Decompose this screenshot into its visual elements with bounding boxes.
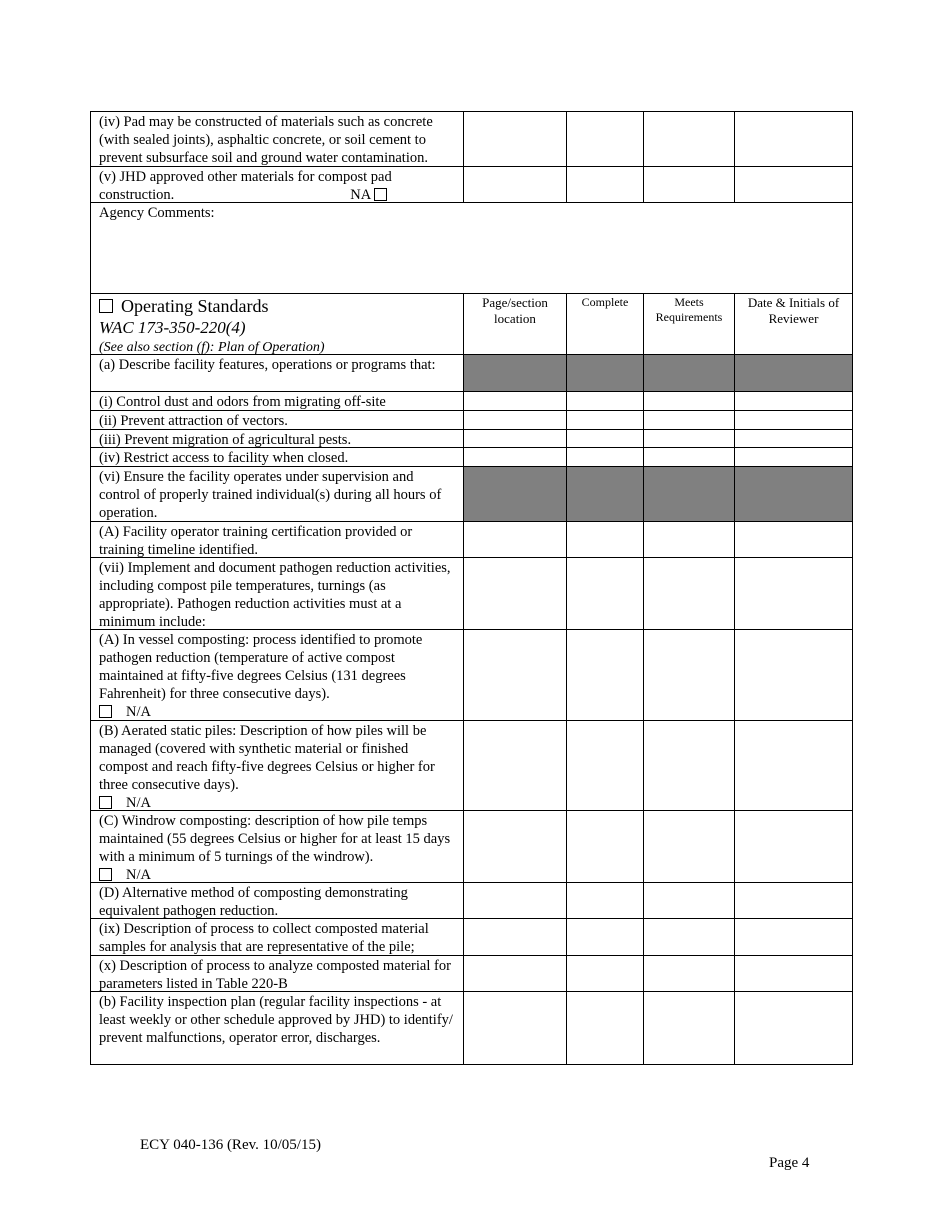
page-number: Page 4 xyxy=(769,1155,810,1171)
table-row xyxy=(90,811,853,883)
meets-requirements-cell[interactable] xyxy=(644,448,735,466)
row-text: (b) Facility inspection plan (regular facility inspections - at least weekly or other schedule approved by JHD) to identify/ prevent malfunctions, operator error, discharges. xyxy=(91,992,464,1064)
na-label: N/A xyxy=(126,795,151,811)
meets-requirements-cell[interactable] xyxy=(644,811,735,882)
page-section-cell[interactable] xyxy=(464,392,567,410)
meets-requirements-cell[interactable] xyxy=(644,558,735,629)
table-row xyxy=(90,558,853,630)
reviewer-cell[interactable] xyxy=(735,558,852,629)
reviewer-cell[interactable] xyxy=(735,430,852,447)
page-section-cell xyxy=(464,355,567,391)
page-section-cell[interactable] xyxy=(464,167,567,202)
page-section-cell[interactable] xyxy=(464,112,567,166)
meets-requirements-cell xyxy=(644,467,735,521)
row-text: (B) Aerated static piles: Description of how piles will be managed (covered with synthetic material or finished compost and reach fifty-five degrees Celsius or higher for three consecutive days). xyxy=(99,723,435,793)
checklist-table xyxy=(90,111,853,1065)
meets-requirements-cell[interactable] xyxy=(644,721,735,810)
table-row xyxy=(90,522,853,558)
meets-requirements-cell[interactable] xyxy=(644,883,735,918)
table-row xyxy=(90,956,853,992)
meets-requirements-cell[interactable] xyxy=(644,392,735,410)
row-text: (D) Alternative method of composting demonstrating equivalent pathogen reduction. xyxy=(91,883,464,918)
complete-cell[interactable] xyxy=(567,630,644,720)
reviewer-cell[interactable] xyxy=(735,630,852,720)
complete-cell[interactable] xyxy=(567,811,644,882)
row-text: (ix) Description of process to collect composted material samples for analysis that are representative of the pile; xyxy=(91,919,464,955)
agency-comments-label: Agency Comments: xyxy=(99,205,215,221)
meets-requirements-cell[interactable] xyxy=(644,411,735,429)
row-text: (A) In vessel composting: process identified to promote pathogen reduction (temperature of active compost maintained at fifty-five degrees Celsius (131 degrees Fahrenheit) for three consecutive days). xyxy=(99,632,423,702)
table-row xyxy=(90,167,853,203)
column-header-page-section: Page/section location xyxy=(464,294,567,354)
complete-cell[interactable] xyxy=(567,411,644,429)
column-header-reviewer: Date & Initials of Reviewer xyxy=(747,295,840,326)
meets-requirements-cell[interactable] xyxy=(644,167,735,202)
page-section-cell[interactable] xyxy=(464,630,567,720)
row-text: (x) Description of process to analyze composted material for parameters listed in Table 220-B xyxy=(91,956,464,991)
table-row xyxy=(90,411,853,430)
table-row xyxy=(90,448,853,467)
page-section-cell[interactable] xyxy=(464,956,567,991)
table-row xyxy=(90,111,853,167)
page-section-cell[interactable] xyxy=(464,883,567,918)
complete-cell[interactable] xyxy=(567,448,644,466)
complete-cell[interactable] xyxy=(567,112,644,166)
reviewer-cell xyxy=(735,355,852,391)
table-row xyxy=(90,392,853,411)
reviewer-cell[interactable] xyxy=(735,448,852,466)
complete-cell xyxy=(567,467,644,521)
complete-cell[interactable] xyxy=(567,721,644,810)
meets-requirements-cell[interactable] xyxy=(644,992,735,1064)
row-text: (iv) Restrict access to facility when closed. xyxy=(91,448,464,466)
table-row xyxy=(90,721,853,811)
meets-requirements-cell[interactable] xyxy=(644,430,735,447)
complete-cell[interactable] xyxy=(567,430,644,447)
table-row xyxy=(90,467,853,522)
row-text-cell xyxy=(91,811,464,882)
row-text: (ii) Prevent attraction of vectors. xyxy=(91,411,464,429)
table-row xyxy=(90,630,853,721)
row-text: (iii) Prevent migration of agricultural pests. xyxy=(91,430,464,447)
page-section-cell[interactable] xyxy=(464,558,567,629)
page-section-cell[interactable] xyxy=(464,721,567,810)
na-label: N/A xyxy=(126,704,151,720)
column-header-complete: Complete xyxy=(567,294,644,354)
reviewer-cell[interactable] xyxy=(735,811,852,882)
table-row xyxy=(90,919,853,956)
reviewer-cell xyxy=(735,467,852,521)
meets-requirements-cell[interactable] xyxy=(644,112,735,166)
page-section-cell[interactable] xyxy=(464,811,567,882)
page-section-cell xyxy=(464,467,567,521)
section-checkbox[interactable] xyxy=(99,299,113,313)
complete-cell xyxy=(567,355,644,391)
na-checkbox[interactable] xyxy=(99,705,112,718)
meets-requirements-cell[interactable] xyxy=(644,522,735,557)
row-text: (iv) Pad may be constructed of materials such as concrete (with sealed joints), asphaltic concrete, or soil cement to prevent subsurface soil and ground water contamination. xyxy=(91,112,464,166)
reviewer-cell[interactable] xyxy=(735,992,852,1064)
complete-cell[interactable] xyxy=(567,392,644,410)
row-text-cell xyxy=(91,630,464,720)
complete-cell[interactable] xyxy=(567,956,644,991)
page-section-cell[interactable] xyxy=(464,411,567,429)
form-id: ECY 040-136 (Rev. 10/05/15) xyxy=(140,1137,321,1153)
row-text-cell xyxy=(91,721,464,810)
complete-cell[interactable] xyxy=(567,919,644,955)
section-wac: WAC 173-350-220(4) xyxy=(99,318,246,337)
section-title: Operating Standards xyxy=(121,296,269,316)
page-section-cell[interactable] xyxy=(464,919,567,955)
section-header-cell xyxy=(91,294,464,354)
complete-cell[interactable] xyxy=(567,167,644,202)
table-row xyxy=(90,992,853,1065)
complete-cell[interactable] xyxy=(567,522,644,557)
meets-requirements-cell[interactable] xyxy=(644,630,735,720)
section-see-also: (See also section (f): Plan of Operation) xyxy=(99,340,325,355)
na-checkbox[interactable] xyxy=(374,188,387,201)
reviewer-cell[interactable] xyxy=(735,411,852,429)
meets-requirements-cell[interactable] xyxy=(644,919,735,955)
row-text: (a) Describe facility features, operations or programs that: xyxy=(91,355,464,391)
row-text-cell: (v) JHD approved other materials for compost pad construction. NA xyxy=(91,167,464,202)
page-section-cell[interactable] xyxy=(464,992,567,1064)
na-checkbox[interactable] xyxy=(99,868,112,881)
na-checkbox[interactable] xyxy=(99,796,112,809)
page-section-cell[interactable] xyxy=(464,522,567,557)
reviewer-cell[interactable] xyxy=(735,522,852,557)
reviewer-cell[interactable] xyxy=(735,167,852,202)
meets-requirements-cell[interactable] xyxy=(644,956,735,991)
reviewer-cell[interactable] xyxy=(735,392,852,410)
table-row xyxy=(90,430,853,448)
reviewer-cell[interactable] xyxy=(735,956,852,991)
reviewer-cell[interactable] xyxy=(735,112,852,166)
table-row xyxy=(90,355,853,392)
na-label: N/A xyxy=(126,867,151,883)
section-header-row xyxy=(90,294,853,355)
complete-cell[interactable] xyxy=(567,558,644,629)
meets-requirements-cell xyxy=(644,355,735,391)
reviewer-cell[interactable] xyxy=(735,919,852,955)
complete-cell[interactable] xyxy=(567,883,644,918)
table-row xyxy=(90,883,853,919)
row-text: (A) Facility operator training certification provided or training timeline identified. xyxy=(91,522,464,557)
reviewer-cell[interactable] xyxy=(735,721,852,810)
row-text: (vii) Implement and document pathogen reduction activities, including compost pile temperatures, turnings (as appropriate). Pathogen reduction activities must at a minimum include: xyxy=(91,558,464,629)
row-text: (vi) Ensure the facility operates under supervision and control of properly trained individual(s) during all hours of operation. xyxy=(91,467,464,521)
row-text: (i) Control dust and odors from migrating off-site xyxy=(91,392,464,410)
row-text: (C) Windrow composting: description of how pile temps maintained (55 degrees Celsius or higher for at least 15 days with a minimum of 5 turnings of the windrow). xyxy=(99,813,451,865)
na-label: NA xyxy=(350,187,371,203)
complete-cell[interactable] xyxy=(567,992,644,1064)
column-header-meets-requirements: Meets Requirements xyxy=(644,294,735,354)
page-section-cell[interactable] xyxy=(464,448,567,466)
agency-comments-row[interactable] xyxy=(90,203,853,294)
reviewer-cell[interactable] xyxy=(735,883,852,918)
page-section-cell[interactable] xyxy=(464,430,567,447)
